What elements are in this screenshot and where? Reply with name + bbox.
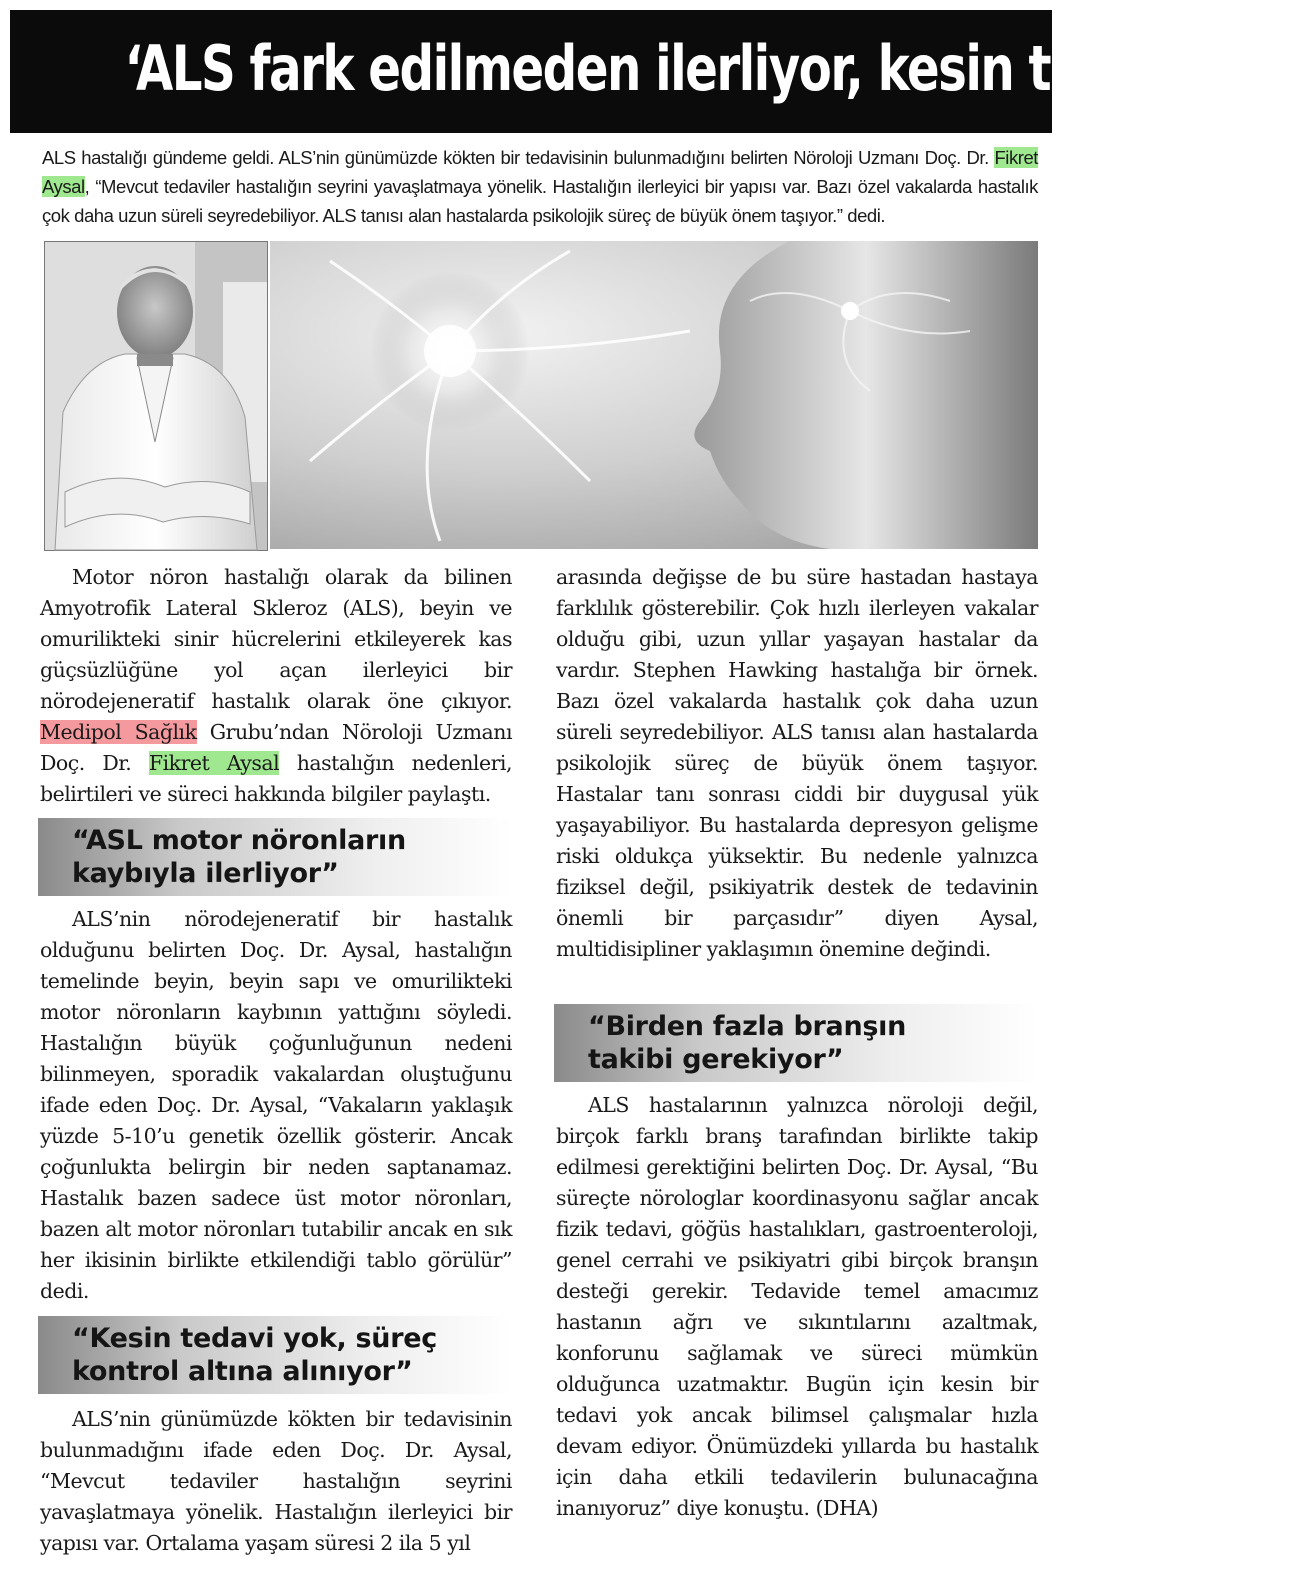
intro-org-name: Medipol Sağlık — [40, 720, 197, 744]
subheading-3-line2: takibi gerekiyor” — [588, 1044, 844, 1075]
section1-body: ALS’nin nörodejeneratif bir hastalık olduğunu belirten Doç. Dr. Aysal, hastalığın temelinde beyin, beyin sapı ve omurilikteki motor nöronların kaybının yattığını söyledi. Hastalığın büyük çoğunluğunun nedeni bilinmeyen, sporadik vakalardan oluştuğunu ifade eden Doç. Dr. Aysal, “Vakaların yaklaşık yüzde 5-10’u genetik özellik gösterir. Ancak çoğunlukta belirgin bir neden saptanamaz. Hastalık bazen sadece üst motor nöronları, bazen alt motor nöronları tutabilir ancak en sık her ikisinin birlikte etkilendiği tablo görülür” dedi. — [40, 907, 512, 1303]
subheading-1 — [38, 818, 512, 896]
subheading-3-line1: “Birden fazla branşın — [588, 1011, 907, 1042]
headline: ‘ALS fark edilmeden ilerliyor, kesin tedavi yok’ — [124, 32, 1315, 105]
section3-body: ALS hastalarının yalnızca nöroloji değil, birçok farklı branş tarafından birlikte takip edilmesi gerektiğini belirten Doç. Dr. Aysal, “Bu süreçte nörologlar koordinasyonu sağlar ancak fizik tedavi, göğüs hastalıkları, gastroenteroloji, genel cerrahi ve psikiyatri gibi birçok branşın desteği gerekir. Tedavide temel amacımız hastanın ağrı ve sıkıntılarını azaltmak, konforunu sağlamak ve süreci mümkün olduğunca uzatmaktır. Bugün için kesin bir tedavi yok ancak bilimsel çalışmalar hızla devam ediyor. Önümüzdeki yıllarda bu hastalık için daha etkili tedavilerin bulunacağına inanıyoruz” diye konuştu. (DHA) — [556, 1093, 1038, 1520]
intro-text-3: hastalığın nedenleri, belirtileri ve süreci hakkında bilgiler paylaştı. — [40, 751, 512, 806]
brain-neuron-illustration — [270, 241, 1038, 549]
brain-neuron-image — [270, 241, 1038, 549]
subheading-2 — [38, 1316, 512, 1394]
intro-text-2: Grubu’ndan Nöroloji Uzmanı Doç. Dr. — [40, 720, 513, 775]
subheading-3 — [554, 1004, 1038, 1082]
section2-paragraph — [40, 1404, 512, 1559]
doctor-portrait-illustration — [45, 242, 267, 550]
subheading-3-text — [588, 1010, 906, 1076]
subheading-2-text — [72, 1322, 437, 1388]
lead-text-1: ALS hastalığı gündeme geldi. ALS’nin günümüzde kökten bir tedavisinin bulunmadığını belirten Nöroloji Uzmanı Doç. Dr. — [42, 147, 995, 168]
continued-body: arasında değişse de bu süre hastadan hastaya farklılık gösterebilir. Çok hızlı ilerleyen vakalar olduğu gibi, uzun yıllar yaşayan hastalar da vardır. Stephen Hawking hastalığa bir örnek. Bazı özel vakalarda hastalık çok daha uzun süreli seyredebiliyor. ALS tanısı alan hastalarda psikolojik süreç de büyük önem taşıyor. Hastalar tanı sonrası ciddi bir duygusal yük yaşayabiliyor. Bu hastalarda depresyon gelişme riski oldukça yüksektir. Bu nedenle yalnızca fiziksel değil, psikiyatrik destek de tedavinin önemli bir parçasıdır” diyen Aysal, multidisipliner yaklaşımın önemine değindi. — [556, 565, 1038, 961]
intro-paragraph — [40, 562, 512, 810]
subheading-2-line1: “Kesin tedavi yok, süreç — [72, 1323, 437, 1354]
section2-body: ALS’nin günümüzde kökten bir tedavisinin bulunmadığını ifade eden Doç. Dr. Aysal, “Mevcut tedaviler hastalığın seyrini yavaşlatmaya yönelik. Hastalığın ilerleyici bir yapısı var. Ortalama yaşam süresi 2 ila 5 yıl — [40, 1407, 512, 1555]
lead-text-2: , “Mevcut tedaviler hastalığın seyrini yavaşlatmaya yönelik. Hastalığın ilerleyici bir yapısı var. Bazı özel vakalarda hastalık çok daha uzun süreli seyredebiliyor. ALS tanısı alan hastalarda psikolojik süreç de büyük önem taşıyor.” dedi. — [42, 176, 1038, 226]
lead-doctor-name: Fikret Aysal — [42, 147, 1038, 197]
section3-paragraph — [556, 1090, 1038, 1524]
intro-doctor-name: Fikret Aysal — [148, 751, 280, 775]
subheading-2-line2: kontrol altına alınıyor” — [72, 1356, 413, 1387]
continued-paragraph — [556, 562, 1038, 965]
section1-paragraph — [40, 904, 512, 1307]
subheading-1-line1: “ASL motor nöronların — [72, 825, 406, 856]
intro-text-1: Motor nöron hastalığı olarak da bilinen Amyotrofik Lateral Skleroz (ALS), beyin ve omurilikteki sinir hücrelerini etkileyerek kas güçsüzlüğüne yol açan ilerleyici bir nörodejeneratif hastalık olarak öne çıkıyor. — [40, 565, 512, 713]
subheading-1-line2: kaybıyla ilerliyor” — [72, 858, 339, 889]
subheading-1-text — [72, 824, 406, 890]
lead-paragraph — [42, 143, 1038, 230]
doctor-portrait-photo — [44, 241, 268, 551]
